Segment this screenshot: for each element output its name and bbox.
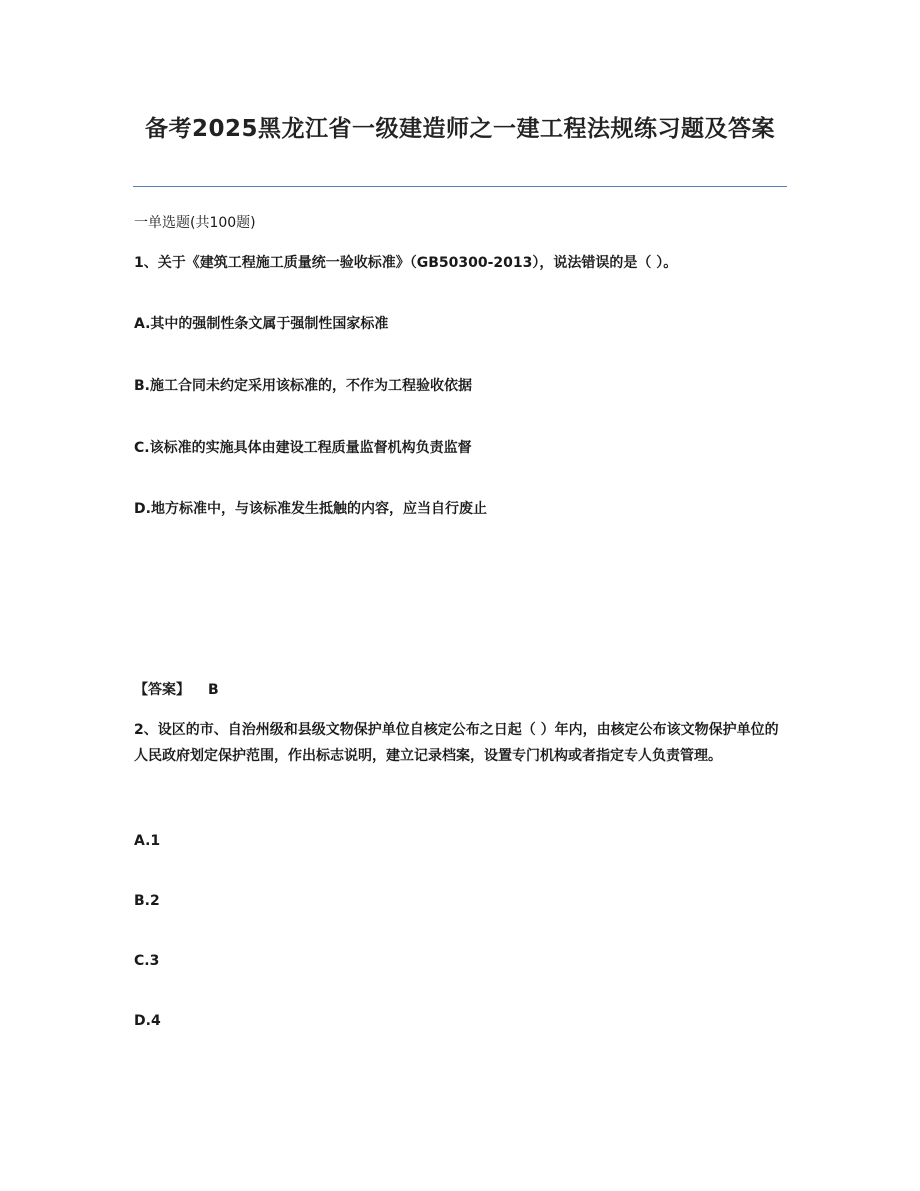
question-2-option-b: B.2: [134, 893, 160, 909]
question-1-stem: 1、关于《建筑工程施工质量统一验收标准》（GB50300-2013），说法错误的是（ ）。: [134, 255, 678, 271]
answer-value: B: [208, 682, 219, 698]
question-1-answer: [134, 680, 219, 700]
document-title: 备考2025黑龙江省一级建造师之一建工程法规练习题及答案: [144, 116, 775, 142]
question-1-option-d: D.地方标准中，与该标准发生抵触的内容，应当自行废止: [134, 501, 487, 517]
question-1-option-a: A.其中的强制性条文属于强制性国家标准: [134, 316, 389, 332]
question-2-stem: 2、设区的市、自治州级和县级文物保护单位自核定公布之日起（ ）年内，由核定公布该文物保护单位的人民政府划定保护范围，作出标志说明，建立记录档案，设置专门机构或者指定专人负责管理。: [134, 722, 779, 764]
question-1-option-b: B.施工合同未约定采用该标准的，不作为工程验收依据: [134, 378, 472, 394]
section-heading: 一单选题(共100题): [134, 215, 256, 231]
title-divider: [133, 186, 787, 187]
question-2-option-c: C.3: [134, 953, 160, 969]
question-1-option-c: C.该标准的实施具体由建设工程质量监督机构负责监督: [134, 440, 472, 456]
answer-label: 【答案】: [134, 682, 190, 698]
question-2-option-a: A.1: [134, 833, 161, 849]
question-2-option-d: D.4: [134, 1013, 161, 1029]
